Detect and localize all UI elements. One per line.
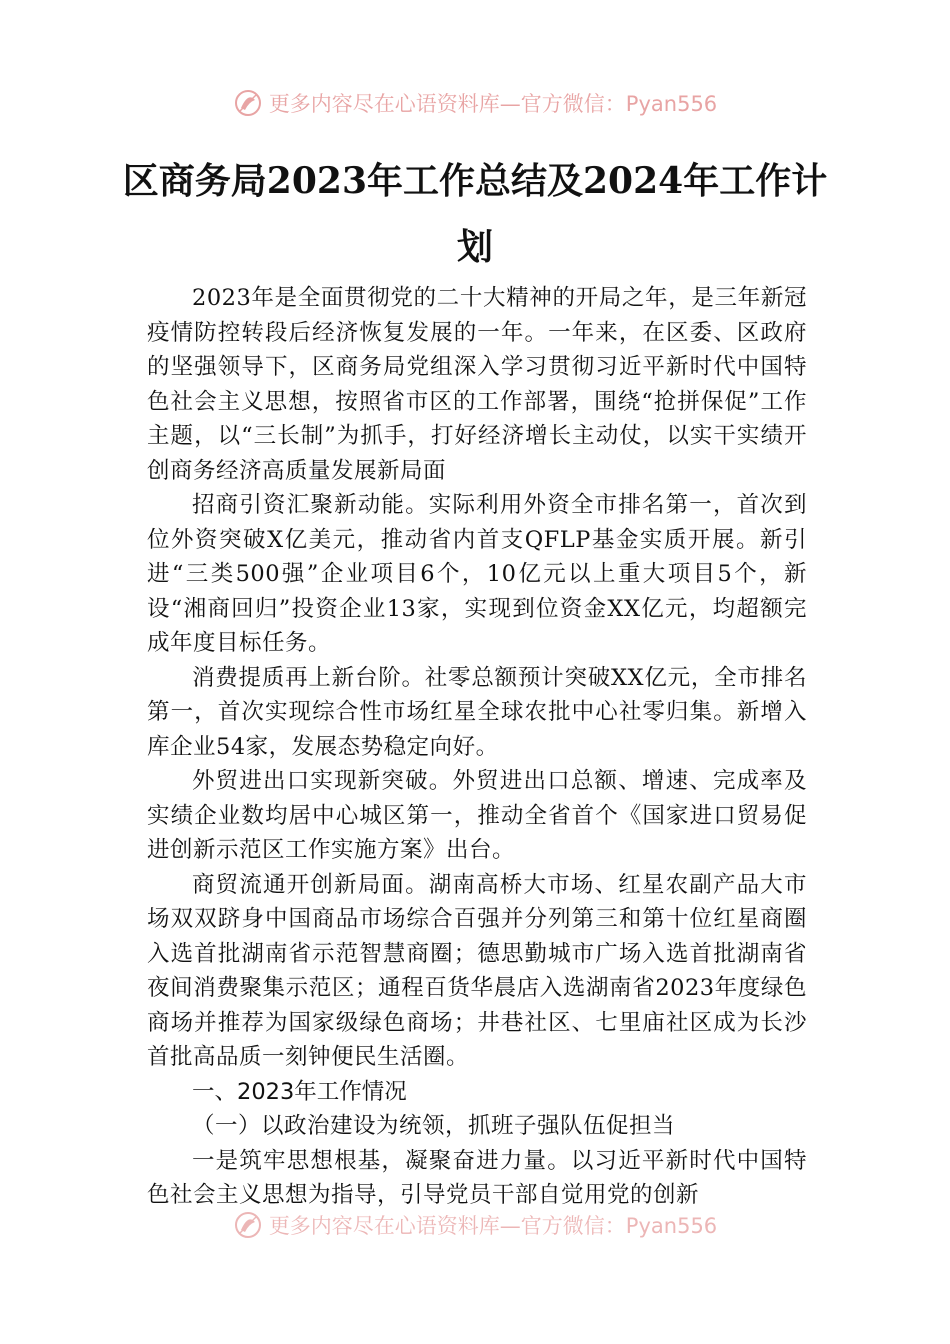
document-body: [147, 281, 807, 1213]
watermark-text: 更多内容尽在心语资料库—官方微信：Pyan556: [268, 92, 718, 116]
paragraph-consumption: 消费提质再上新台阶。社零总额预计突破XX亿元，全市排名第一，首次实现综合性市场红星全球农批中心社零归集。新增入库企业54家，发展态势稳定向好。: [147, 664, 807, 760]
watermark-footer: [0, 1205, 950, 1245]
logo-icon: [233, 1210, 263, 1240]
paragraph-commerce: 商贸流通开创新局面。湖南高桥大市场、红星农副产品大市场双双跻身中国商品市场综合百强并分列第三和第十位红星商圈入选首批湖南省示范智慧商圈；德思勤城市广场入选首批湖南省夜间消费聚集示范区；通程百货华晨店入选湖南省2023年度绿色商场并推荐为国家级绿色商场；井巷社区、七里庙社区成为长沙首批高品质一刻钟便民生活圈。: [147, 871, 807, 1070]
document-title: 区商务局2023年工作总结及2024年工作计划: [122, 160, 828, 268]
paragraph-intro: 2023年是全面贯彻党的二十大精神的开局之年，是三年新冠疫情防控转段后经济恢复发展的一年。一年来，在区委、区政府的坚强领导下，区商务局党组深入学习贯彻习近平新时代中国特色社会主义思想，按照省市区的工作部署，围绕“抢拼保促”工作主题，以“三长制”为抓手，打好经济增长主动仗，以实干实绩开创商务经济高质量发展新局面: [147, 285, 807, 484]
watermark-text: 更多内容尽在心语资料库—官方微信：Pyan556: [268, 1214, 718, 1238]
subsection-heading: （一）以政治建设为统领，抓班子强队伍促担当: [192, 1113, 676, 1139]
paragraph-party-building: 一是筑牢思想根基，凝聚奋进力量。以习近平新时代中国特色社会主义思想为指导，引导党员干部自觉用党的创新: [147, 1147, 807, 1208]
section-heading: 一、2023年工作情况: [192, 1078, 407, 1105]
paragraph-trade: 外贸进出口实现新突破。外贸进出口总额、增速、完成率及实绩企业数均居中心城区第一，推动全省首个《国家进口贸易促进创新示范区工作实施方案》出台。: [147, 768, 807, 863]
logo-icon: [233, 88, 263, 118]
paragraph-investment: 招商引资汇聚新动能。实际利用外资全市排名第一，首次到位外资突破X亿美元，推动省内首支QFLP基金实质开展。新引进“三类500强”企业项目6个，10亿元以上重大项目5个，新设“湘商回归”投资企业13家，实现到位资金XX亿元，均超额完成年度目标任务。: [147, 492, 807, 656]
watermark-header: [0, 83, 950, 123]
